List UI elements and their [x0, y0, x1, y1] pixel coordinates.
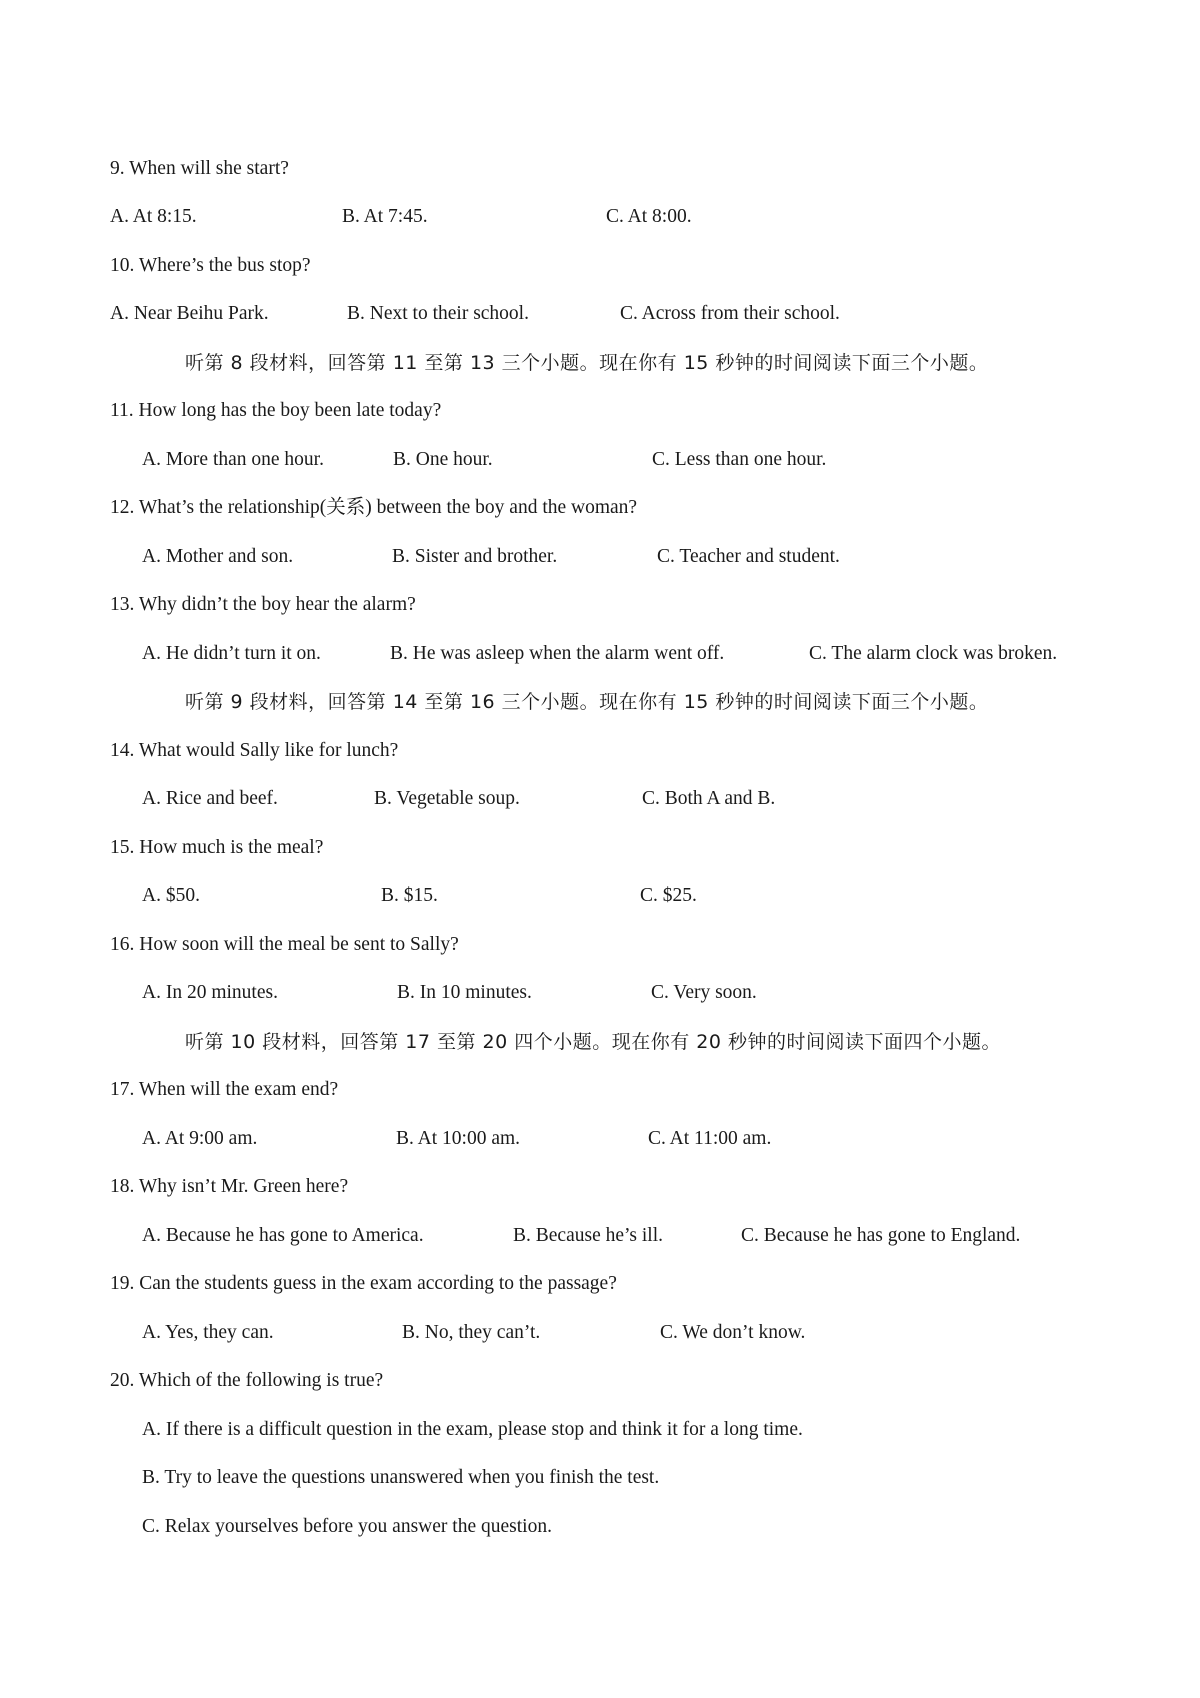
option-a: A. He didn’t turn it on. [142, 643, 321, 664]
option-c: C. Across from their school. [620, 303, 840, 324]
option-b: B. $15. [381, 885, 438, 906]
option-c: C. Less than one hour. [652, 449, 827, 470]
option-b: B. Try to leave the questions unanswered when you finish the test. [142, 1467, 660, 1488]
option-c: C. The alarm clock was broken. [809, 643, 1058, 664]
option-a: A. More than one hour. [142, 449, 324, 470]
option-b: B. At 10:00 am. [396, 1128, 521, 1149]
option-c: C. Both A and B. [642, 788, 776, 809]
question-text: 17. When will the exam end? [110, 1079, 339, 1100]
option-a: A. Because he has gone to America. [142, 1225, 424, 1246]
option-b: B. At 7:45. [342, 206, 428, 227]
option-a: A. $50. [142, 885, 200, 906]
question-text: 20. Which of the following is true? [110, 1370, 384, 1391]
option-c: C. At 11:00 am. [648, 1128, 772, 1149]
option-a: A. At 8:15. [110, 206, 197, 227]
option-b: B. Next to their school. [347, 303, 529, 324]
instruction-text: 听第 8 段材料，回答第 11 至第 13 三个小题。现在你有 15 秒钟的时间阅读下面三个小题。 [185, 352, 989, 374]
option-c: C. Relax yourselves before you answer the question. [142, 1516, 552, 1537]
question-text: 16. How soon will the meal be sent to Sally? [110, 934, 459, 955]
option-c: C. We don’t know. [660, 1322, 806, 1343]
question-text: 12. What’s the relationship(关系) between the boy and the woman? [110, 497, 638, 518]
option-a: A. Mother and son. [142, 546, 294, 567]
question-text: 18. Why isn’t Mr. Green here? [110, 1176, 349, 1197]
option-c: C. Very soon. [651, 982, 757, 1003]
question-text: 11. How long has the boy been late today? [110, 400, 442, 421]
option-c: C. At 8:00. [606, 206, 692, 227]
option-b: B. One hour. [393, 449, 493, 470]
option-b: B. In 10 minutes. [397, 982, 532, 1003]
option-a: A. If there is a difficult question in the exam, please stop and think it for a long time. [142, 1419, 803, 1440]
option-a: A. Near Beihu Park. [110, 303, 269, 324]
question-text: 9. When will she start? [110, 158, 289, 179]
question-text: 15. How much is the meal? [110, 837, 324, 858]
option-b: B. Because he’s ill. [513, 1225, 664, 1246]
question-text: 19. Can the students guess in the exam according to the passage? [110, 1273, 617, 1294]
question-text: 10. Where’s the bus stop? [110, 255, 311, 276]
question-text: 13. Why didn’t the boy hear the alarm? [110, 594, 416, 615]
option-a: A. Rice and beef. [142, 788, 278, 809]
question-text: 14. What would Sally like for lunch? [110, 740, 399, 761]
option-a: A. In 20 minutes. [142, 982, 278, 1003]
option-a: A. At 9:00 am. [142, 1128, 258, 1149]
option-a: A. Yes, they can. [142, 1322, 274, 1343]
option-c: C. Teacher and student. [657, 546, 840, 567]
option-b: B. Vegetable soup. [374, 788, 520, 809]
option-c: C. $25. [640, 885, 697, 906]
option-b: B. He was asleep when the alarm went off. [390, 643, 725, 664]
option-b: B. No, they can’t. [402, 1322, 541, 1343]
option-b: B. Sister and brother. [392, 546, 558, 567]
instruction-text: 听第 10 段材料，回答第 17 至第 20 四个小题。现在你有 20 秒钟的时间阅读下面四个小题。 [185, 1031, 1002, 1053]
option-c: C. Because he has gone to England. [741, 1225, 1021, 1246]
instruction-text: 听第 9 段材料，回答第 14 至第 16 三个小题。现在你有 15 秒钟的时间阅读下面三个小题。 [185, 691, 989, 713]
